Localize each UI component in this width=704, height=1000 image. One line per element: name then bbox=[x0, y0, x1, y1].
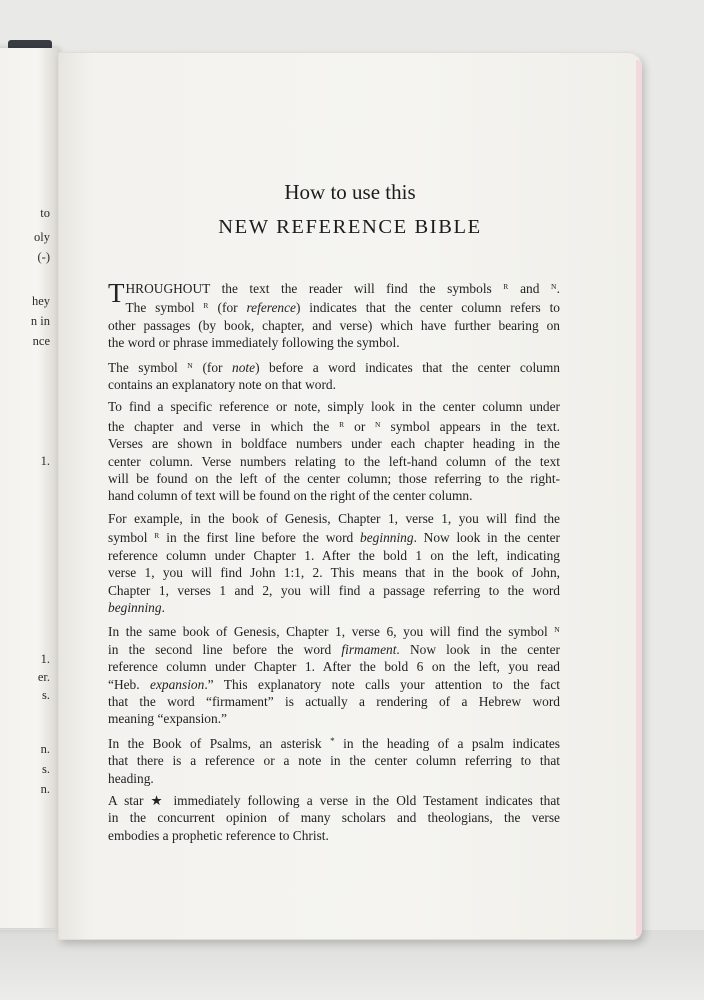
text-line bbox=[108, 827, 560, 844]
text-line bbox=[108, 510, 560, 527]
italic-text: beginning bbox=[108, 599, 162, 615]
text-run: and bbox=[508, 281, 551, 296]
left-page-text: s. bbox=[42, 688, 50, 702]
desk-background bbox=[0, 930, 704, 1000]
text-run: heading. bbox=[108, 770, 154, 786]
text-line bbox=[108, 297, 560, 316]
text-run: in the concurrent opinion of many scholars and theologians, the verse bbox=[108, 810, 560, 826]
text-line bbox=[108, 710, 560, 727]
text-run: center column. Verse numbers relating to the left-hand column of the text bbox=[108, 453, 560, 469]
text-line bbox=[108, 733, 560, 752]
left-page bbox=[0, 48, 58, 928]
text-run: . Now look in the center bbox=[413, 530, 561, 546]
text-line bbox=[108, 752, 560, 769]
text-run: the chapter and verse in which the bbox=[108, 418, 340, 434]
text-run: Verses are shown in boldface numbers under each chapter heading in the bbox=[108, 436, 560, 452]
text-run: embodies a prophetic reference to Christ. bbox=[108, 827, 329, 843]
text-run: hand column of text will be found on the right of the center column. bbox=[108, 488, 473, 504]
italic-text: beginning bbox=[360, 530, 414, 546]
italic-text: firmament bbox=[341, 641, 397, 657]
drop-cap: T bbox=[108, 278, 125, 308]
text-run: . Now look in the center bbox=[396, 641, 560, 657]
italic-text: expansion bbox=[150, 676, 205, 692]
text-line bbox=[108, 599, 560, 616]
text-run: or bbox=[344, 418, 376, 434]
text-line bbox=[108, 357, 560, 376]
left-page-text: oly bbox=[34, 230, 50, 244]
text-run: (for bbox=[192, 359, 232, 375]
symbol-marker: N bbox=[550, 282, 557, 291]
left-page-text: n. bbox=[40, 782, 50, 796]
text-line bbox=[108, 376, 560, 393]
paragraph bbox=[108, 621, 560, 727]
text-line bbox=[108, 416, 560, 435]
text-run: verse 1, you will find John 1:1, 2. This means that in the book of John, bbox=[108, 565, 560, 581]
text-run: To find a specific reference or note, simply look in the center column under bbox=[108, 399, 560, 415]
left-page-text: (-) bbox=[37, 250, 50, 264]
text-run: in the second line before the word bbox=[108, 641, 342, 657]
left-page-text: n in bbox=[30, 314, 50, 328]
text-line bbox=[108, 792, 560, 809]
paragraph bbox=[108, 398, 560, 504]
text-line bbox=[108, 453, 560, 470]
text-run: reference column under Chapter 1. After the bold 1 on the left, indicating bbox=[108, 547, 560, 563]
text-line bbox=[108, 809, 560, 826]
text-line bbox=[108, 470, 560, 487]
left-page-text: er. bbox=[37, 670, 50, 684]
text-line bbox=[108, 770, 560, 787]
text-run: contains an explanatory note on that word. bbox=[108, 377, 336, 393]
text-run: In the same book of Genesis, Chapter 1, verse 6, you will find the symbol bbox=[108, 624, 555, 640]
text-run: in the heading of a psalm indicates bbox=[334, 735, 560, 751]
italic-text: note bbox=[232, 359, 256, 375]
text-run: For example, in the book of Genesis, Chapter 1, verse 1, you will find the bbox=[108, 510, 560, 526]
symbol-marker: R bbox=[339, 419, 345, 429]
text-run: meaning “expansion.” bbox=[108, 711, 227, 727]
page-title-line1: How to use this bbox=[284, 180, 416, 204]
text-run: A star bbox=[108, 792, 151, 808]
left-page-text: n. bbox=[40, 742, 50, 756]
text-run: In the Book of Psalms, an asterisk bbox=[108, 735, 331, 751]
italic-text: reference bbox=[246, 300, 296, 316]
text-run: Chapter 1, verses 1 and 2, you will find a passage referring to the word bbox=[108, 582, 560, 598]
text-run: the word or phrase immediately following the symbol. bbox=[108, 335, 400, 351]
paragraph bbox=[108, 357, 560, 394]
symbol-marker: N bbox=[187, 360, 193, 370]
left-page-text: to bbox=[40, 206, 50, 220]
text-line bbox=[108, 621, 560, 640]
text-line bbox=[108, 398, 560, 415]
text-line bbox=[108, 676, 560, 693]
text-run: that there is a reference or a note in the center column referring to that bbox=[108, 753, 560, 769]
text-run: ★ bbox=[150, 792, 167, 808]
text-run: symbol appears in the text. bbox=[380, 418, 561, 434]
asterisk-marker: * bbox=[330, 735, 335, 746]
left-page-text: 1. bbox=[40, 652, 50, 666]
text-run: (for bbox=[208, 300, 247, 316]
symbol-marker: R bbox=[154, 531, 160, 541]
left-page-text: s. bbox=[42, 762, 50, 776]
text-run: immediately following a verse in the Old Testament indicates that bbox=[166, 792, 560, 808]
text-run: The symbol bbox=[125, 300, 204, 316]
text-line bbox=[108, 527, 560, 546]
text-line bbox=[108, 582, 560, 599]
left-page-text: 1. bbox=[40, 454, 50, 468]
text-run: will be found on the left of the center column; those referring to the right- bbox=[108, 471, 560, 487]
paragraph bbox=[108, 510, 560, 616]
text-run: .” This explanatory note calls your attention to the fact bbox=[204, 676, 560, 692]
text-run: other passages (by book, chapter, and verse) which have further bearing on bbox=[108, 317, 560, 333]
text-line bbox=[108, 641, 560, 658]
text-run: ) indicates that the center column refers to bbox=[296, 300, 560, 316]
symbol-marker: N bbox=[375, 419, 381, 429]
page-title-line2: NEW REFERENCE BIBLE bbox=[218, 216, 482, 238]
symbol-marker: R bbox=[503, 282, 509, 291]
text-run: that the word “firmament” is actually a rendering of a Hebrew word bbox=[108, 693, 560, 709]
text-line bbox=[108, 693, 560, 710]
left-page-text: nce bbox=[32, 334, 50, 348]
text-line bbox=[108, 564, 560, 581]
instructions-text bbox=[108, 278, 560, 849]
text-run: symbol bbox=[108, 530, 155, 546]
text-run: The symbol bbox=[108, 359, 188, 375]
text-run: . bbox=[161, 599, 165, 615]
text-run: HROUGHOUT the text the reader will find the symbols bbox=[125, 281, 504, 296]
text-run: “Heb. bbox=[108, 676, 151, 692]
paragraph bbox=[108, 733, 560, 787]
text-line bbox=[108, 435, 560, 452]
text-run: . bbox=[556, 281, 561, 296]
text-run: in the first line before the word bbox=[159, 530, 361, 546]
text-line bbox=[108, 317, 560, 334]
text-line bbox=[108, 658, 560, 675]
text-line bbox=[108, 487, 560, 504]
text-run: reference column under Chapter 1. After the bold 6 on the left, you read bbox=[108, 659, 560, 675]
text-line bbox=[108, 547, 560, 564]
symbol-marker: N bbox=[554, 625, 560, 635]
paragraph bbox=[108, 792, 560, 844]
symbol-marker: R bbox=[203, 301, 209, 311]
text-line bbox=[108, 334, 560, 351]
text-run: ) before a word indicates that the center column bbox=[255, 359, 560, 375]
left-page-text: hey bbox=[31, 294, 50, 308]
paragraph bbox=[108, 278, 560, 352]
